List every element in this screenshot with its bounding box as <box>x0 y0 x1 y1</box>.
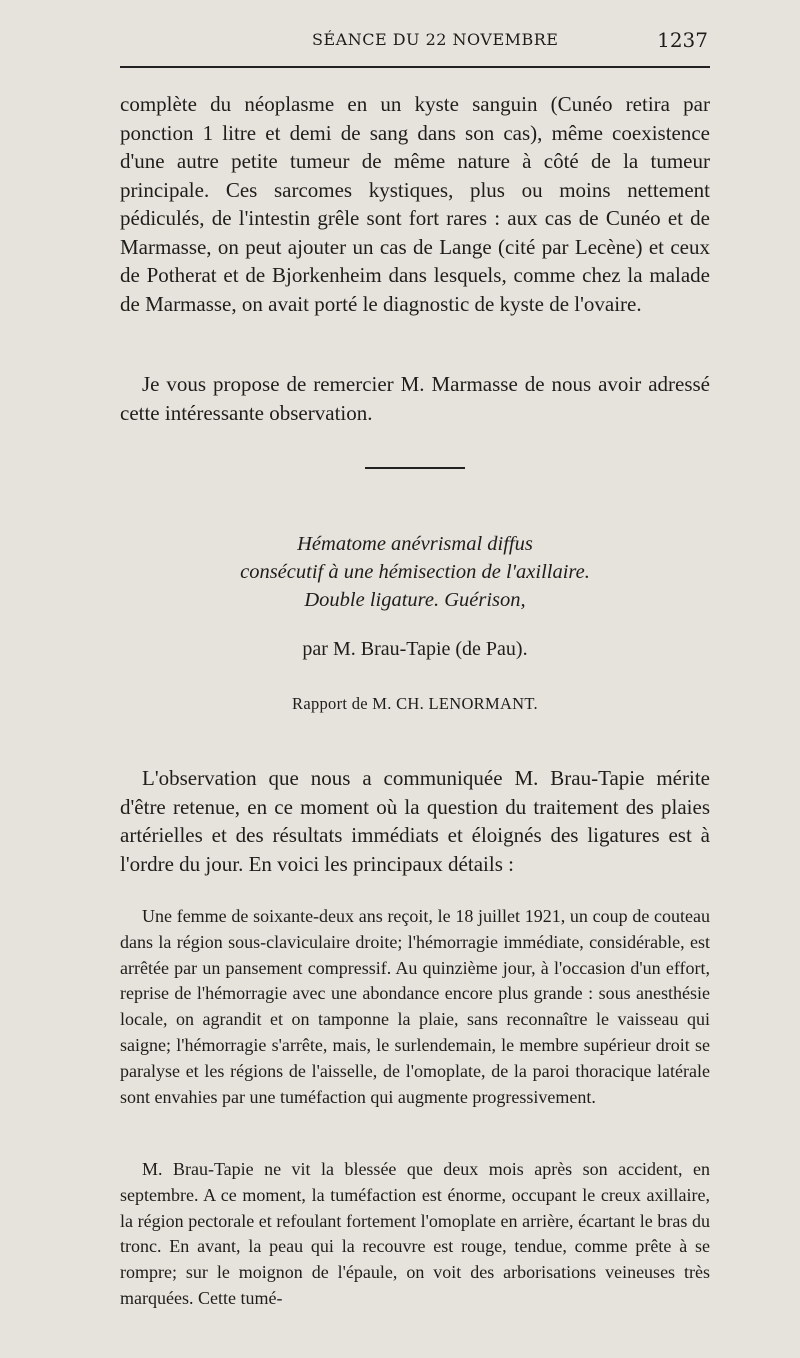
page-header <box>120 26 710 54</box>
title-line-2: consécutif à une hémisection de l'axillaire. <box>240 561 590 583</box>
running-title: SÉANCE DU 22 NOVEMBRE <box>312 30 559 49</box>
page-number: 1237 <box>657 28 708 52</box>
author-byline: par M. Brau-Tapie (de Pau). <box>302 638 528 660</box>
paragraph-case: Une femme de soixante-deux ans reçoit, le 18 juillet 1921, un coup de couteau dans la région sous-claviculaire droite; l'hémorragie immédiate, considérable, est arrêtée par un pansement compressif. Au quinzième jour, à l'occasion d'un effort, reprise de l'hémorragie avec une abondance encore plus grande : sous anesthésie locale, on agrandit et on tamponne la plaie, sans reconnaître le vaisseau qui saigne; l'hémorragie s'arrête, mais, le surlendemain, le membre supérieur droit se paralyse et les régions de l'aisselle, de l'omoplate, de la paroi thoracique latérale sont envahies par une tuméfaction qui augmente progressivement. <box>120 906 710 1107</box>
title-line-3: Double ligature. Guérison, <box>304 589 526 611</box>
section-separator <box>365 467 465 469</box>
header-rule <box>120 66 710 68</box>
paragraph-conclusion: Je vous propose de remercier M. Marmasse de nous avoir adressé cette intéressante observation. <box>120 372 710 425</box>
paragraph-continuation: complète du néoplasme en un kyste sanguin (Cunéo retira par ponction 1 litre et demi de sang dans son cas), même coexistence d'une autre petite tumeur de même nature à côté de la tumeur principale. Ces sarcomes kystiques, plus ou moins nettement pédiculés, de l'intestin grêle sont fort rares : aux cas de Cunéo et de Marmasse, on peut ajouter un cas de Lange (cité par Lecène) et ceux de Potherat et de Bjorkenheim dans lesquels, comme chez la malade de Marmasse, on avait porté le diagnostic de kyste de l'ovaire. <box>120 92 710 316</box>
article-title <box>120 530 710 614</box>
paragraph-intro: L'observation que nous a communiquée M. Brau-Tapie mérite d'être retenue, en ce moment où la question du traitement des plaies artérielles et des résultats immédiats et éloignés des ligatures est à l'ordre du jour. En voici les principaux détails : <box>120 766 710 876</box>
title-line-1: Hématome anévrismal diffus <box>297 533 533 555</box>
report-line: Rapport de M. CH. LENORMANT. <box>292 694 538 713</box>
paragraph-exam: M. Brau-Tapie ne vit la blessée que deux mois après son accident, en septembre. A ce moment, la tuméfaction est énorme, occupant le creux axillaire, la région pectorale et refoulant fortement l'omoplate en arrière, écartant le bras du tronc. En avant, la peau qui la recouvre est rouge, tendue, comme prête à se rompre; sur le moignon de l'épaule, on voit des arborisations veineuses très marquées. Cette tumé- <box>120 1159 710 1308</box>
